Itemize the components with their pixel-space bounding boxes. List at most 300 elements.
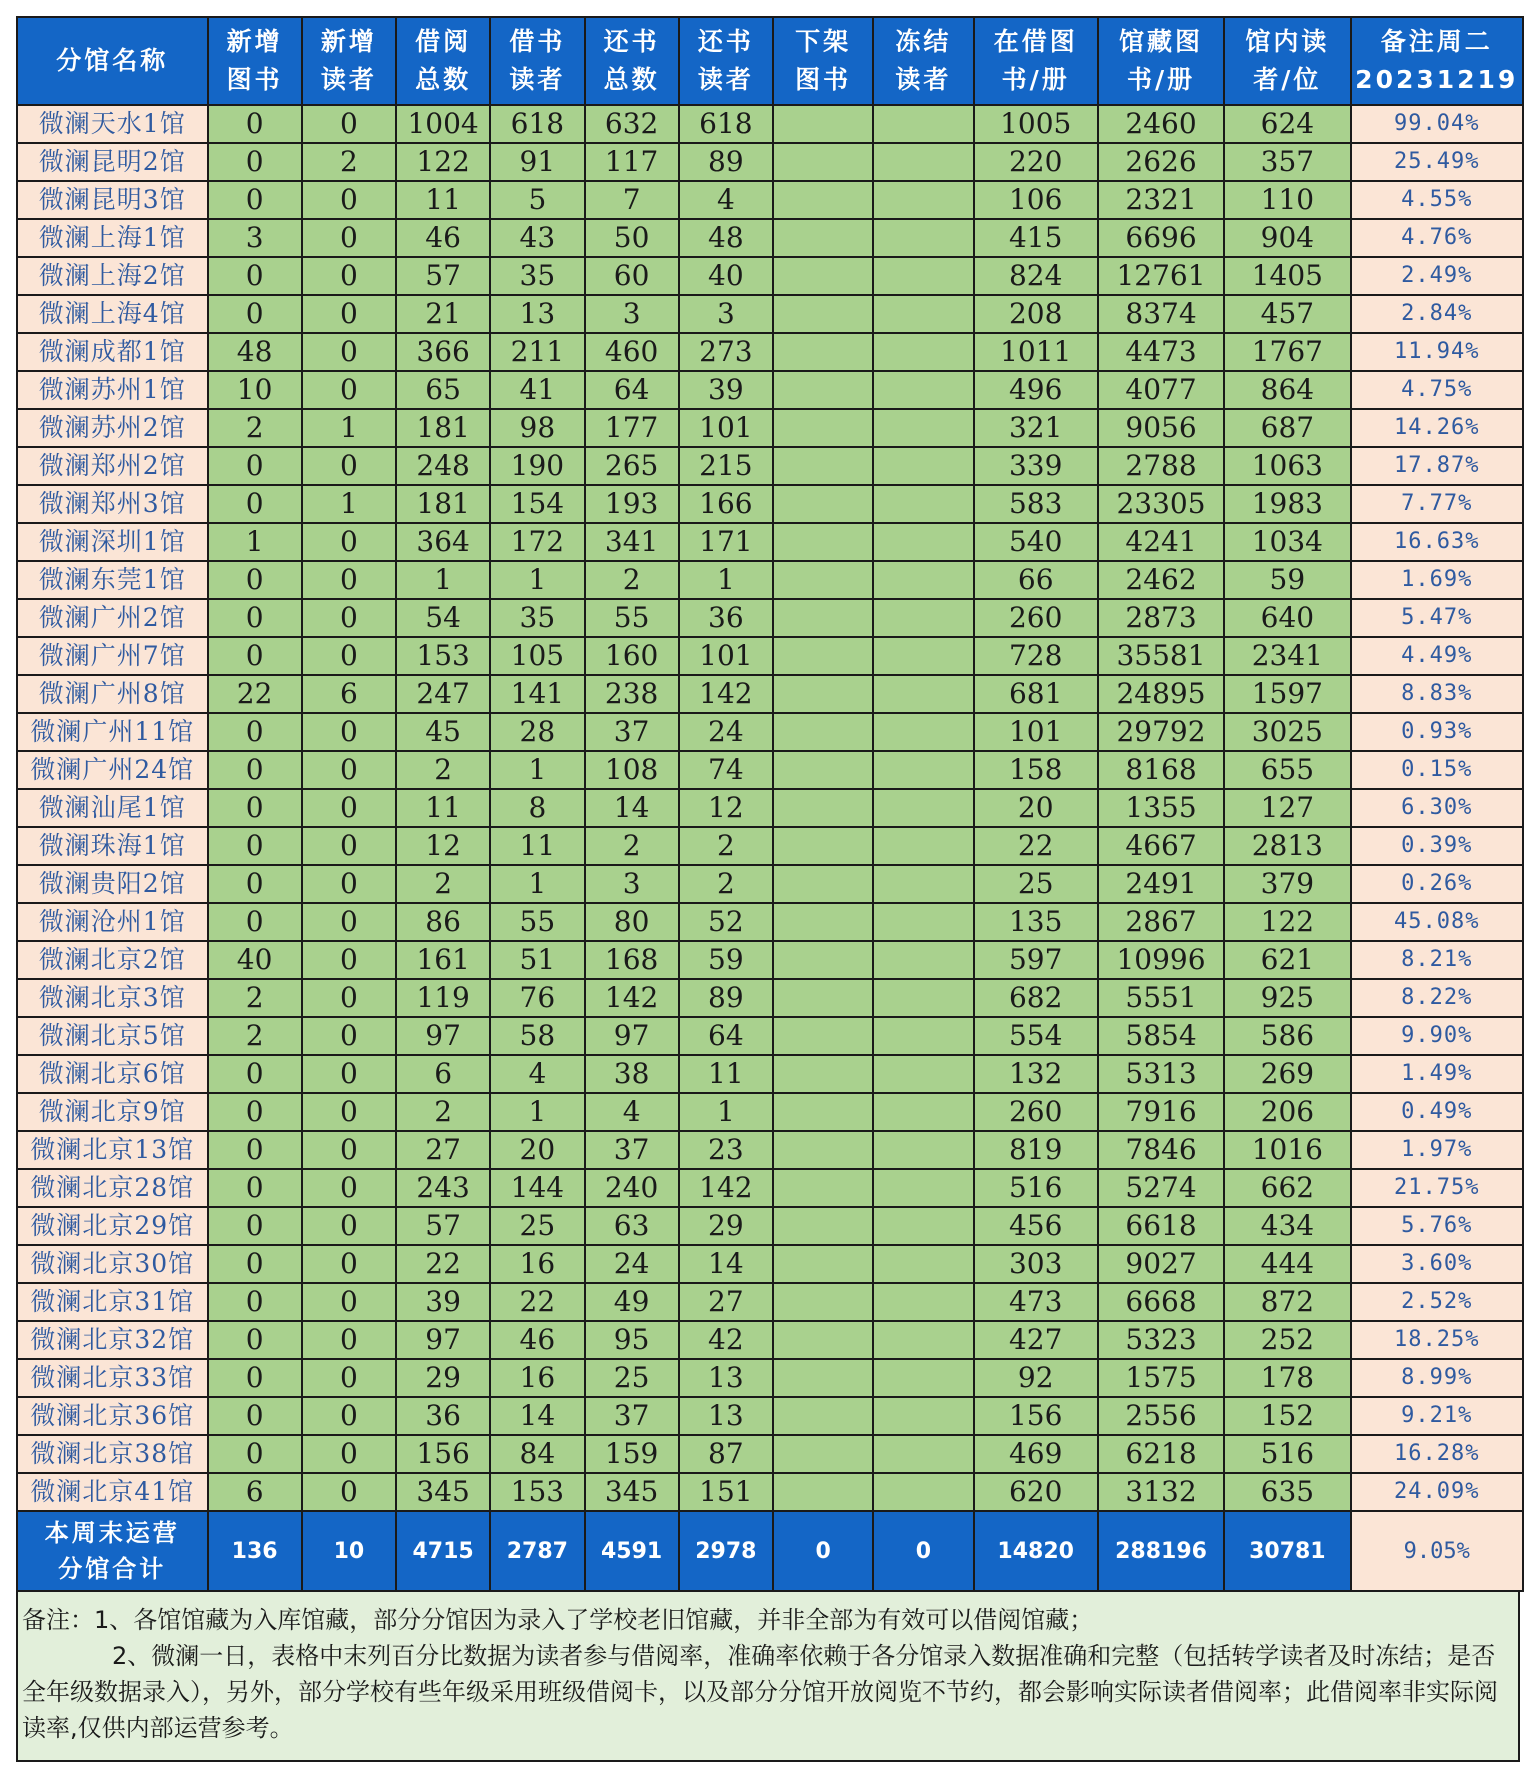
branch-name-cell: 微澜昆明2馆 xyxy=(17,143,208,181)
branch-name-cell: 微澜天水1馆 xyxy=(17,105,208,143)
value-cell xyxy=(773,257,873,295)
total-cell-4: 4591 xyxy=(585,1511,679,1591)
value-cell: 2556 xyxy=(1098,1397,1224,1435)
value-cell: 6 xyxy=(396,1055,490,1093)
value-cell: 35 xyxy=(490,599,584,637)
value-cell: 190 xyxy=(490,447,584,485)
value-cell xyxy=(873,599,973,637)
value-cell: 76 xyxy=(490,979,584,1017)
value-cell xyxy=(873,637,973,675)
value-cell: 171 xyxy=(679,523,773,561)
value-cell: 0 xyxy=(302,371,396,409)
branch-name-cell: 微澜上海1馆 xyxy=(17,219,208,257)
value-cell: 95 xyxy=(585,1321,679,1359)
header-col-1-line-1: 读者 xyxy=(320,65,377,94)
value-cell: 59 xyxy=(679,941,773,979)
total-cell-3: 2787 xyxy=(490,1511,584,1591)
value-cell: 247 xyxy=(396,675,490,713)
branch-name-cell: 微澜北京41馆 xyxy=(17,1473,208,1511)
value-cell: 8 xyxy=(490,789,584,827)
table-row xyxy=(17,827,1523,865)
rate-cell: 16.63% xyxy=(1351,523,1523,561)
rate-cell: 5.76% xyxy=(1351,1207,1523,1245)
value-cell: 1011 xyxy=(974,333,1098,371)
value-cell xyxy=(873,523,973,561)
value-cell: 2462 xyxy=(1098,561,1224,599)
table-row xyxy=(17,1359,1523,1397)
table-row xyxy=(17,143,1523,181)
header-col-8 xyxy=(974,17,1098,105)
value-cell xyxy=(873,295,973,333)
value-cell: 101 xyxy=(974,713,1098,751)
value-cell: 0 xyxy=(208,257,302,295)
value-cell xyxy=(773,181,873,219)
value-cell xyxy=(873,257,973,295)
value-cell xyxy=(873,865,973,903)
value-cell xyxy=(873,1169,973,1207)
value-cell xyxy=(773,485,873,523)
value-cell xyxy=(773,1473,873,1511)
value-cell: 6696 xyxy=(1098,219,1224,257)
value-cell: 29 xyxy=(396,1359,490,1397)
value-cell: 0 xyxy=(208,1207,302,1245)
value-cell: 597 xyxy=(974,941,1098,979)
table-row xyxy=(17,1131,1523,1169)
value-cell: 24 xyxy=(679,713,773,751)
value-cell: 13 xyxy=(679,1359,773,1397)
value-cell: 1034 xyxy=(1224,523,1350,561)
value-cell: 640 xyxy=(1224,599,1350,637)
value-cell: 28 xyxy=(490,713,584,751)
value-cell: 496 xyxy=(974,371,1098,409)
value-cell: 321 xyxy=(974,409,1098,447)
value-cell: 366 xyxy=(396,333,490,371)
value-cell: 0 xyxy=(302,941,396,979)
value-cell: 8168 xyxy=(1098,751,1224,789)
value-cell: 105 xyxy=(490,637,584,675)
value-cell: 0 xyxy=(302,295,396,333)
value-cell: 89 xyxy=(679,979,773,1017)
branch-name-cell: 微澜珠海1馆 xyxy=(17,827,208,865)
value-cell: 1575 xyxy=(1098,1359,1224,1397)
value-cell: 1405 xyxy=(1224,257,1350,295)
header-col-2-line-0: 借阅 xyxy=(415,27,472,56)
rate-cell: 9.21% xyxy=(1351,1397,1523,1435)
branch-name-cell: 微澜北京30馆 xyxy=(17,1245,208,1283)
value-cell: 181 xyxy=(396,409,490,447)
table-row xyxy=(17,675,1523,713)
value-cell: 11 xyxy=(396,181,490,219)
header-col-4-line-0: 还书 xyxy=(603,27,660,56)
value-cell: 364 xyxy=(396,523,490,561)
value-cell: 22 xyxy=(396,1245,490,1283)
value-cell: 0 xyxy=(208,789,302,827)
value-cell: 0 xyxy=(302,1169,396,1207)
value-cell xyxy=(773,1321,873,1359)
value-cell: 122 xyxy=(396,143,490,181)
value-cell xyxy=(773,143,873,181)
value-cell xyxy=(873,1359,973,1397)
value-cell: 158 xyxy=(974,751,1098,789)
value-cell: 0 xyxy=(302,1397,396,1435)
value-cell: 58 xyxy=(490,1017,584,1055)
branch-name-cell: 微澜北京9馆 xyxy=(17,1093,208,1131)
value-cell: 345 xyxy=(396,1473,490,1511)
branch-name-cell: 微澜深圳1馆 xyxy=(17,523,208,561)
header-col-6-line-0: 下架 xyxy=(795,27,852,56)
table-row xyxy=(17,865,1523,903)
value-cell: 12761 xyxy=(1098,257,1224,295)
branch-name-cell: 微澜北京2馆 xyxy=(17,941,208,979)
header-col-0-line-0: 新增 xyxy=(226,27,283,56)
rate-cell: 8.99% xyxy=(1351,1359,1523,1397)
value-cell: 22 xyxy=(490,1283,584,1321)
value-cell: 23 xyxy=(679,1131,773,1169)
rate-cell: 0.49% xyxy=(1351,1093,1523,1131)
rate-cell: 2.52% xyxy=(1351,1283,1523,1321)
rate-cell: 0.26% xyxy=(1351,865,1523,903)
branch-name-cell: 微澜苏州2馆 xyxy=(17,409,208,447)
rate-cell: 21.75% xyxy=(1351,1169,1523,1207)
value-cell: 16 xyxy=(490,1359,584,1397)
header-col-1-line-0: 新增 xyxy=(320,27,377,56)
table-row xyxy=(17,713,1523,751)
branch-name-cell: 微澜北京5馆 xyxy=(17,1017,208,1055)
branch-name-cell: 微澜郑州3馆 xyxy=(17,485,208,523)
value-cell: 45 xyxy=(396,713,490,751)
value-cell xyxy=(873,485,973,523)
value-cell: 21 xyxy=(396,295,490,333)
value-cell: 2 xyxy=(396,751,490,789)
value-cell: 38 xyxy=(585,1055,679,1093)
rate-cell: 16.28% xyxy=(1351,1435,1523,1473)
header-col-8-line-0: 在借图 xyxy=(993,27,1078,56)
table-header-row xyxy=(17,17,1523,105)
value-cell: 92 xyxy=(974,1359,1098,1397)
rate-cell: 0.15% xyxy=(1351,751,1523,789)
value-cell xyxy=(773,1207,873,1245)
value-cell: 0 xyxy=(302,523,396,561)
value-cell: 0 xyxy=(302,1435,396,1473)
header-col-3 xyxy=(490,17,584,105)
table-row xyxy=(17,789,1523,827)
value-cell xyxy=(773,979,873,1017)
branch-name-cell: 微澜北京13馆 xyxy=(17,1131,208,1169)
value-cell: 0 xyxy=(208,637,302,675)
value-cell: 29792 xyxy=(1098,713,1224,751)
value-cell: 260 xyxy=(974,1093,1098,1131)
value-cell: 1 xyxy=(396,561,490,599)
value-cell: 1063 xyxy=(1224,447,1350,485)
value-cell: 37 xyxy=(585,713,679,751)
branch-name-cell: 微澜广州7馆 xyxy=(17,637,208,675)
value-cell: 215 xyxy=(679,447,773,485)
rate-cell: 1.97% xyxy=(1351,1131,1523,1169)
library-stats-table xyxy=(16,16,1524,1592)
value-cell: 1597 xyxy=(1224,675,1350,713)
branch-name-cell: 微澜北京3馆 xyxy=(17,979,208,1017)
value-cell xyxy=(773,865,873,903)
value-cell: 27 xyxy=(679,1283,773,1321)
value-cell: 2460 xyxy=(1098,105,1224,143)
value-cell xyxy=(873,979,973,1017)
value-cell: 2867 xyxy=(1098,903,1224,941)
value-cell: 457 xyxy=(1224,295,1350,333)
value-cell xyxy=(873,1245,973,1283)
branch-name-cell: 微澜广州11馆 xyxy=(17,713,208,751)
rate-cell: 17.87% xyxy=(1351,447,1523,485)
header-col-4-line-1: 总数 xyxy=(603,65,660,94)
value-cell: 181 xyxy=(396,485,490,523)
value-cell: 46 xyxy=(490,1321,584,1359)
header-col-6 xyxy=(773,17,873,105)
table-row xyxy=(17,485,1523,523)
value-cell: 122 xyxy=(1224,903,1350,941)
value-cell: 119 xyxy=(396,979,490,1017)
value-cell: 39 xyxy=(679,371,773,409)
value-cell: 345 xyxy=(585,1473,679,1511)
table-row xyxy=(17,1283,1523,1321)
value-cell: 682 xyxy=(974,979,1098,1017)
value-cell: 14 xyxy=(679,1245,773,1283)
value-cell: 0 xyxy=(302,1093,396,1131)
value-cell: 583 xyxy=(974,485,1098,523)
value-cell: 7916 xyxy=(1098,1093,1224,1131)
header-col-0-line-1: 图书 xyxy=(226,65,283,94)
value-cell: 141 xyxy=(490,675,584,713)
value-cell: 48 xyxy=(679,219,773,257)
value-cell: 269 xyxy=(1224,1055,1350,1093)
value-cell xyxy=(873,1435,973,1473)
table-row xyxy=(17,1435,1523,1473)
value-cell: 29 xyxy=(679,1207,773,1245)
value-cell: 156 xyxy=(974,1397,1098,1435)
total-cell-10: 30781 xyxy=(1224,1511,1350,1591)
value-cell: 2 xyxy=(585,827,679,865)
value-cell: 7 xyxy=(585,181,679,219)
rate-cell: 2.49% xyxy=(1351,257,1523,295)
value-cell: 0 xyxy=(208,751,302,789)
value-cell: 132 xyxy=(974,1055,1098,1093)
value-cell: 0 xyxy=(208,1055,302,1093)
value-cell: 23305 xyxy=(1098,485,1224,523)
header-col-10 xyxy=(1224,17,1350,105)
value-cell: 243 xyxy=(396,1169,490,1207)
value-cell: 40 xyxy=(679,257,773,295)
value-cell: 265 xyxy=(585,447,679,485)
table-row xyxy=(17,1245,1523,1283)
value-cell xyxy=(873,751,973,789)
header-col-2 xyxy=(396,17,490,105)
value-cell: 160 xyxy=(585,637,679,675)
value-cell: 339 xyxy=(974,447,1098,485)
value-cell xyxy=(873,1473,973,1511)
value-cell: 63 xyxy=(585,1207,679,1245)
table-row xyxy=(17,1473,1523,1511)
value-cell: 206 xyxy=(1224,1093,1350,1131)
value-cell: 872 xyxy=(1224,1283,1350,1321)
value-cell: 193 xyxy=(585,485,679,523)
value-cell: 728 xyxy=(974,637,1098,675)
table-row xyxy=(17,903,1523,941)
value-cell: 10 xyxy=(208,371,302,409)
rate-cell: 7.77% xyxy=(1351,485,1523,523)
value-cell: 0 xyxy=(302,903,396,941)
rate-cell: 18.25% xyxy=(1351,1321,1523,1359)
value-cell: 36 xyxy=(396,1397,490,1435)
value-cell: 2 xyxy=(208,1017,302,1055)
value-cell: 0 xyxy=(208,1321,302,1359)
value-cell: 211 xyxy=(490,333,584,371)
value-cell: 1 xyxy=(208,523,302,561)
value-cell xyxy=(773,371,873,409)
value-cell: 4 xyxy=(585,1093,679,1131)
value-cell: 0 xyxy=(208,105,302,143)
value-cell: 101 xyxy=(679,409,773,447)
value-cell: 16 xyxy=(490,1245,584,1283)
total-cell-7: 0 xyxy=(873,1511,973,1591)
value-cell: 0 xyxy=(208,1169,302,1207)
value-cell: 0 xyxy=(208,1435,302,1473)
branch-name-cell: 微澜北京36馆 xyxy=(17,1397,208,1435)
table-row xyxy=(17,409,1523,447)
note-line-2: 2、微澜一日，表格中末列百分比数据为读者参与借阅率，准确率依赖于各分馆录入数据准确和完整（包括转学读者及时冻结；是否全年级数据录入），另外，部分学校有些年级采用班级借阅卡，以及部分分馆开放阅览不节约，都会影响实际读者借阅率；此借阅率非实际阅读率,仅供内部运营参考。 xyxy=(22,1642,1498,1742)
value-cell: 0 xyxy=(302,1131,396,1169)
branch-name-cell: 微澜广州8馆 xyxy=(17,675,208,713)
value-cell: 11 xyxy=(679,1055,773,1093)
value-cell: 252 xyxy=(1224,1321,1350,1359)
value-cell xyxy=(773,1169,873,1207)
value-cell: 0 xyxy=(302,1473,396,1511)
value-cell: 0 xyxy=(302,333,396,371)
value-cell: 84 xyxy=(490,1435,584,1473)
value-cell: 303 xyxy=(974,1245,1098,1283)
value-cell: 144 xyxy=(490,1169,584,1207)
value-cell: 687 xyxy=(1224,409,1350,447)
value-cell: 662 xyxy=(1224,1169,1350,1207)
value-cell: 59 xyxy=(1224,561,1350,599)
value-cell: 154 xyxy=(490,485,584,523)
value-cell: 554 xyxy=(974,1017,1098,1055)
value-cell xyxy=(773,561,873,599)
value-cell: 5 xyxy=(490,181,584,219)
value-cell: 4077 xyxy=(1098,371,1224,409)
value-cell: 635 xyxy=(1224,1473,1350,1511)
table-row xyxy=(17,979,1523,1017)
value-cell: 42 xyxy=(679,1321,773,1359)
value-cell: 0 xyxy=(302,1283,396,1321)
header-col-10-line-1: 者/位 xyxy=(1253,65,1322,94)
value-cell: 469 xyxy=(974,1435,1098,1473)
value-cell xyxy=(873,1283,973,1321)
value-cell xyxy=(873,827,973,865)
value-cell xyxy=(873,789,973,827)
branch-name-cell: 微澜成都1馆 xyxy=(17,333,208,371)
value-cell: 66 xyxy=(974,561,1098,599)
branch-name-cell: 微澜沧州1馆 xyxy=(17,903,208,941)
value-cell: 87 xyxy=(679,1435,773,1473)
value-cell: 97 xyxy=(396,1321,490,1359)
value-cell: 166 xyxy=(679,485,773,523)
value-cell: 0 xyxy=(302,561,396,599)
value-cell: 86 xyxy=(396,903,490,941)
branch-name-cell: 微澜北京6馆 xyxy=(17,1055,208,1093)
total-cell-0: 136 xyxy=(208,1511,302,1591)
value-cell xyxy=(773,447,873,485)
header-col-10-line-0: 馆内读 xyxy=(1245,27,1330,56)
value-cell: 427 xyxy=(974,1321,1098,1359)
rate-cell: 4.55% xyxy=(1351,181,1523,219)
value-cell xyxy=(773,903,873,941)
value-cell: 0 xyxy=(208,143,302,181)
value-cell: 379 xyxy=(1224,865,1350,903)
table-row xyxy=(17,333,1523,371)
totals-row xyxy=(17,1511,1523,1591)
value-cell: 2 xyxy=(585,561,679,599)
value-cell: 39 xyxy=(396,1283,490,1321)
value-cell xyxy=(873,713,973,751)
value-cell: 586 xyxy=(1224,1017,1350,1055)
value-cell: 135 xyxy=(974,903,1098,941)
value-cell: 681 xyxy=(974,675,1098,713)
value-cell: 2 xyxy=(679,827,773,865)
value-cell: 1355 xyxy=(1098,789,1224,827)
value-cell xyxy=(873,1055,973,1093)
value-cell xyxy=(773,827,873,865)
value-cell: 3 xyxy=(585,865,679,903)
value-cell: 1983 xyxy=(1224,485,1350,523)
report-container xyxy=(16,16,1524,1762)
value-cell xyxy=(773,637,873,675)
value-cell xyxy=(873,181,973,219)
value-cell xyxy=(873,1397,973,1435)
value-cell: 0 xyxy=(208,903,302,941)
value-cell: 153 xyxy=(490,1473,584,1511)
value-cell xyxy=(873,1131,973,1169)
value-cell: 11 xyxy=(490,827,584,865)
value-cell: 36 xyxy=(679,599,773,637)
value-cell: 25 xyxy=(490,1207,584,1245)
value-cell: 0 xyxy=(302,637,396,675)
value-cell: 3 xyxy=(208,219,302,257)
value-cell: 0 xyxy=(302,1359,396,1397)
notes-panel xyxy=(16,1592,1520,1762)
value-cell xyxy=(873,1093,973,1131)
rate-cell: 8.83% xyxy=(1351,675,1523,713)
value-cell: 0 xyxy=(302,1207,396,1245)
table-row xyxy=(17,1093,1523,1131)
table-row xyxy=(17,181,1523,219)
rate-cell: 4.76% xyxy=(1351,219,1523,257)
rate-cell: 3.60% xyxy=(1351,1245,1523,1283)
header-branch-name: 分馆名称 xyxy=(17,17,208,105)
total-cell-6: 0 xyxy=(773,1511,873,1591)
value-cell: 1004 xyxy=(396,105,490,143)
value-cell: 3025 xyxy=(1224,713,1350,751)
value-cell xyxy=(773,1245,873,1283)
value-cell: 2813 xyxy=(1224,827,1350,865)
value-cell: 240 xyxy=(585,1169,679,1207)
header-col-7-line-0: 冻结 xyxy=(895,27,952,56)
value-cell: 248 xyxy=(396,447,490,485)
value-cell: 24895 xyxy=(1098,675,1224,713)
value-cell: 2873 xyxy=(1098,599,1224,637)
table-row xyxy=(17,295,1523,333)
rate-cell: 4.49% xyxy=(1351,637,1523,675)
value-cell: 4667 xyxy=(1098,827,1224,865)
value-cell: 0 xyxy=(208,827,302,865)
header-col-0 xyxy=(208,17,302,105)
